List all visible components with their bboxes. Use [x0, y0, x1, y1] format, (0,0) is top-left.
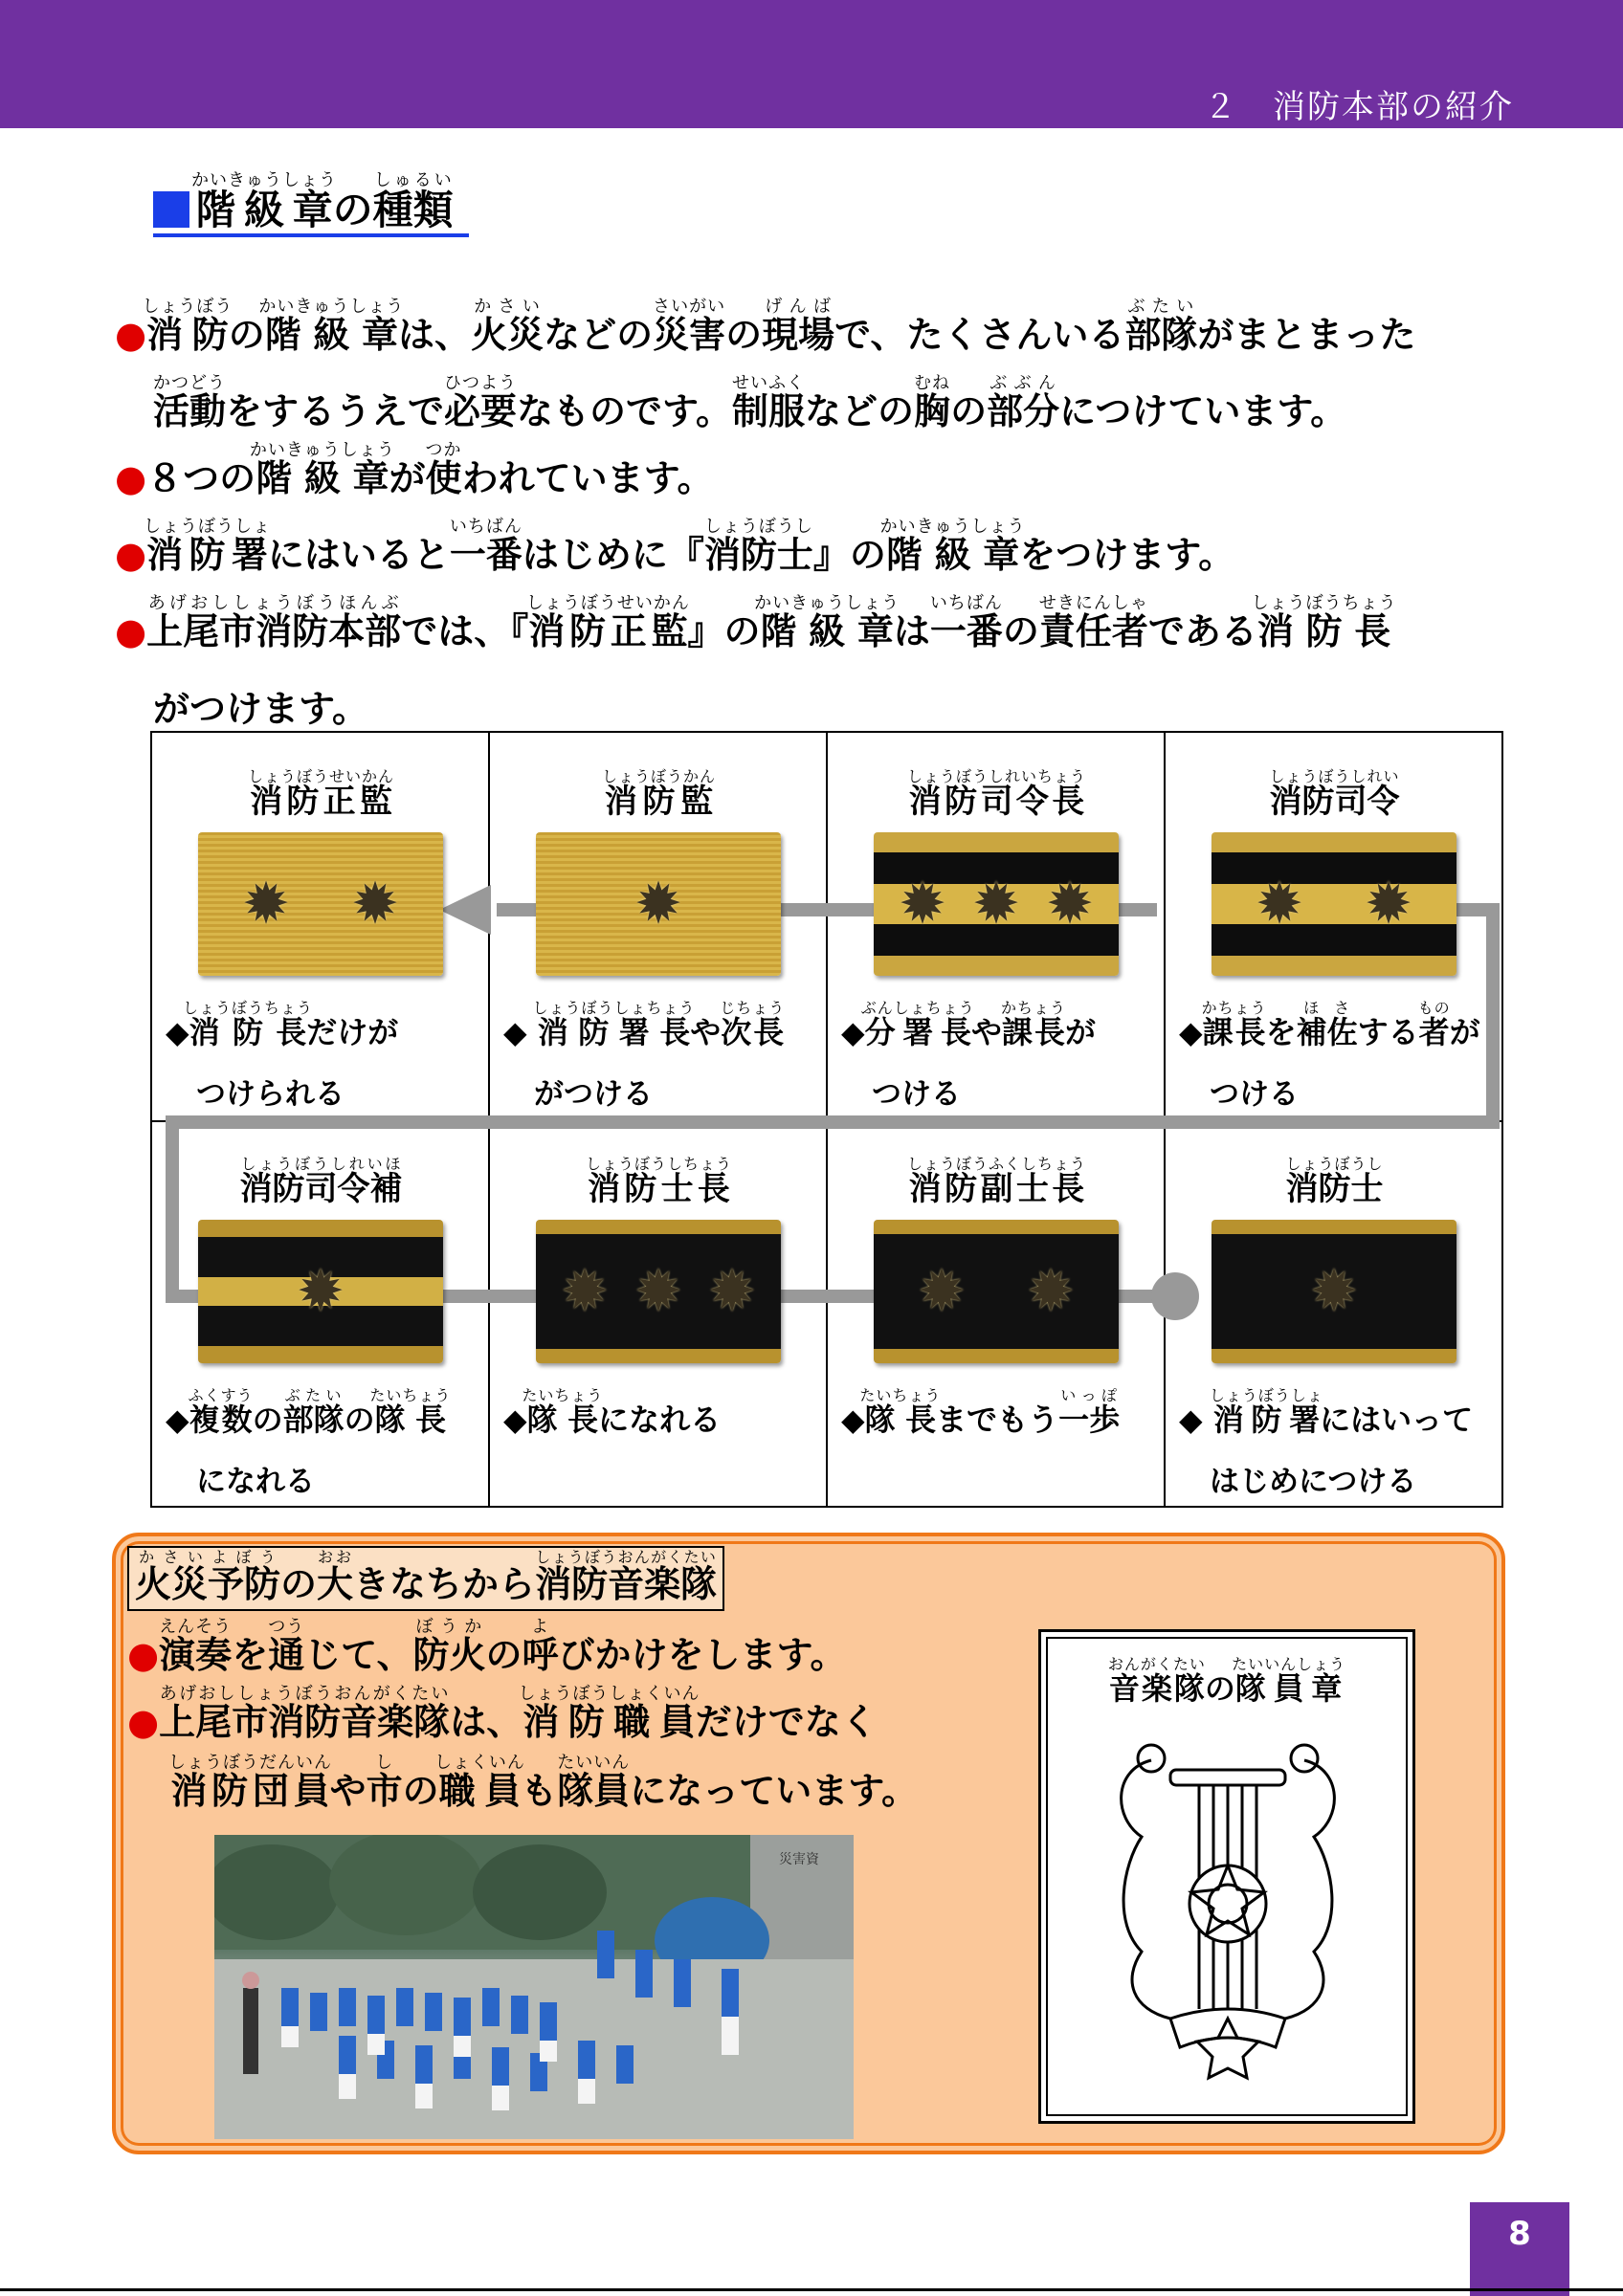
bullet-2: ●８つの階級章かいきゅうしょうが使つかわれています。	[115, 440, 714, 499]
rank-description-cont: つけられる	[196, 1077, 345, 1112]
emblem-star-icon: ✹	[350, 871, 400, 938]
red-bullet-icon: ●	[115, 314, 147, 356]
lyre-emblem-drawing	[1094, 1732, 1362, 2095]
bullet-4-line-2: がつけます。	[153, 688, 368, 730]
rank-name: 消防司令補しょうぼうしれいほ	[239, 1155, 403, 1208]
rank-description-cont: になれる	[196, 1465, 315, 1499]
rank-description: ◆複数ふくすうの部隊ぶたいの隊長たいちょう	[166, 1386, 452, 1438]
band-bullet-2: ●上尾市消防音楽隊あげおししょうぼうおんがくたいは、消防職員しょうぼうしょくいんだけでなく	[127, 1684, 878, 1743]
rank-name: 消防司令長しょうぼうしれいちょう	[906, 767, 1086, 821]
red-bullet-icon: ●	[115, 610, 147, 652]
red-bullet-icon: ●	[115, 457, 147, 499]
rank-insignia	[198, 832, 443, 976]
rank-description: ◆分署長ぶんしょちょうや課長かちょうが	[841, 999, 1097, 1050]
rank-description: ◆消防長しょうぼうちょうだけが	[166, 999, 399, 1050]
photo-sign: 災害資	[779, 1852, 819, 1867]
emblem-star-icon: ✹	[241, 871, 291, 938]
rank-description: ◆ 消防署しょうぼうしょにはいって	[1179, 1386, 1474, 1438]
rank-cell	[490, 733, 828, 1120]
emblem-star-icon: ✹	[1309, 1258, 1359, 1325]
rank-cell	[1166, 733, 1503, 1120]
rank-name: 消防士しょうぼうし	[1285, 1155, 1384, 1208]
band-photo-illustration	[214, 1835, 854, 2139]
rank-insignia	[1212, 1220, 1456, 1363]
red-bullet-icon: ●	[127, 1701, 160, 1743]
lyre-emblem-icon	[1094, 1732, 1362, 2095]
rank-cell	[152, 1120, 490, 1508]
rank-cell	[828, 1120, 1166, 1508]
emblem-star-icon: ✹	[1045, 871, 1095, 938]
bullet-1-line-1: ●消防しょうぼうの階級章かいきゅうしょうは、火災かさいなどの災害さいがいの現場げんばで、たくさんいる部隊ぶたいがまとまった	[115, 297, 1416, 356]
page-number: 8	[1470, 2202, 1569, 2296]
bullet-1-line-2: 活動かつどうをするうえで必要ひつようなものです。制服せいふくなどの胸むねの部分ぶぶんにつけています。	[153, 373, 1347, 432]
rank-cell	[1166, 1120, 1503, 1508]
section-title: 階級章かいきゅうしょうの種類しゅるい	[153, 170, 454, 236]
rank-name: 消防士長しょうぼうしちょう	[585, 1155, 732, 1208]
emblem-star-icon: ✹	[707, 1258, 757, 1325]
rank-description: ◆課長かちょうを補佐ほさする者ものが	[1179, 999, 1480, 1050]
red-bullet-icon: ●	[115, 534, 147, 576]
emblem-star-icon: ✹	[634, 1258, 683, 1325]
rank-description: ◆隊長たいちょうまでもう一歩いっぽ	[841, 1386, 1121, 1438]
rank-insignia	[536, 832, 781, 976]
red-bullet-icon: ●	[127, 1634, 160, 1676]
band-bullet-1: ●演奏えんそうを通つうじて、防火ぼうかの呼よびかけをします。	[127, 1617, 847, 1676]
rank-description: ◆ 消防署長しょうぼうしょちょうや次長じちょう	[503, 999, 786, 1050]
emblem-star-icon: ✹	[1364, 871, 1413, 938]
rank-cell	[152, 733, 490, 1120]
rank-description-cont: はじめにつける	[1210, 1465, 1417, 1499]
rank-insignia	[874, 1220, 1119, 1363]
rank-grid	[150, 731, 1503, 1508]
rank-name: 消防正監しょうぼうせいかん	[247, 767, 394, 821]
rank-insignia	[536, 1220, 781, 1363]
section-underline	[153, 233, 469, 237]
emblem-star-icon: ✹	[296, 1258, 345, 1325]
bullet-4-line-1: ●上尾市消防本部あげおししょうぼうほんぶでは、『消防正監しょうぼうせいかん』の階級章かいきゅうしょうは一番いちばんの責任者せきにんしゃである消防長しょうぼうちょう	[115, 593, 1397, 652]
rank-insignia	[874, 832, 1119, 976]
emblem-star-icon: ✹	[634, 871, 683, 938]
rank-insignia	[1212, 832, 1456, 976]
emblem-title: 音楽隊おんがくたいの隊員章たいいんしょう	[1107, 1655, 1346, 1707]
emblem-star-icon: ✹	[917, 1258, 967, 1325]
rank-name: 消防司令しょうぼうしれい	[1269, 767, 1400, 821]
emblem-star-icon: ✹	[898, 871, 947, 938]
band-bullet-2-cont: 消防団員しょうぼうだんいんや市しの職員しょくいんも隊員たいいんになっています。	[168, 1753, 919, 1812]
rank-insignia	[198, 1220, 443, 1363]
emblem-star-icon: ✹	[1255, 871, 1304, 938]
emblem-star-icon: ✹	[560, 1258, 610, 1325]
rank-name: 消防監しょうぼうかん	[601, 767, 716, 821]
square-icon	[153, 191, 189, 228]
emblem-star-icon: ✹	[1026, 1258, 1076, 1325]
rank-cell	[490, 1120, 828, 1508]
rank-description: ◆隊長たいちょうになれる	[503, 1386, 722, 1438]
bottom-rule	[0, 2288, 1623, 2291]
rank-description-cont: つける	[872, 1077, 961, 1112]
rank-name: 消防副士長しょうぼうふくしちょう	[906, 1155, 1086, 1208]
rank-description-cont: つける	[1210, 1077, 1299, 1112]
header-title: ２ 消防本部の紹介	[1204, 88, 1514, 126]
rank-description-cont: がつける	[534, 1077, 653, 1112]
bullet-3: ●消防署しょうぼうしょにはいると一番いちばんはじめに『消防士しょうぼうし』の階級章かいきゅうしょうをつけます。	[115, 517, 1235, 576]
band-photo	[214, 1835, 854, 2139]
rank-cell	[828, 733, 1166, 1120]
emblem-star-icon: ✹	[971, 871, 1021, 938]
band-title: 火災予防かさいよぼうの大おおきなちから消防音楽隊しょうぼうおんがくたい	[127, 1546, 724, 1611]
